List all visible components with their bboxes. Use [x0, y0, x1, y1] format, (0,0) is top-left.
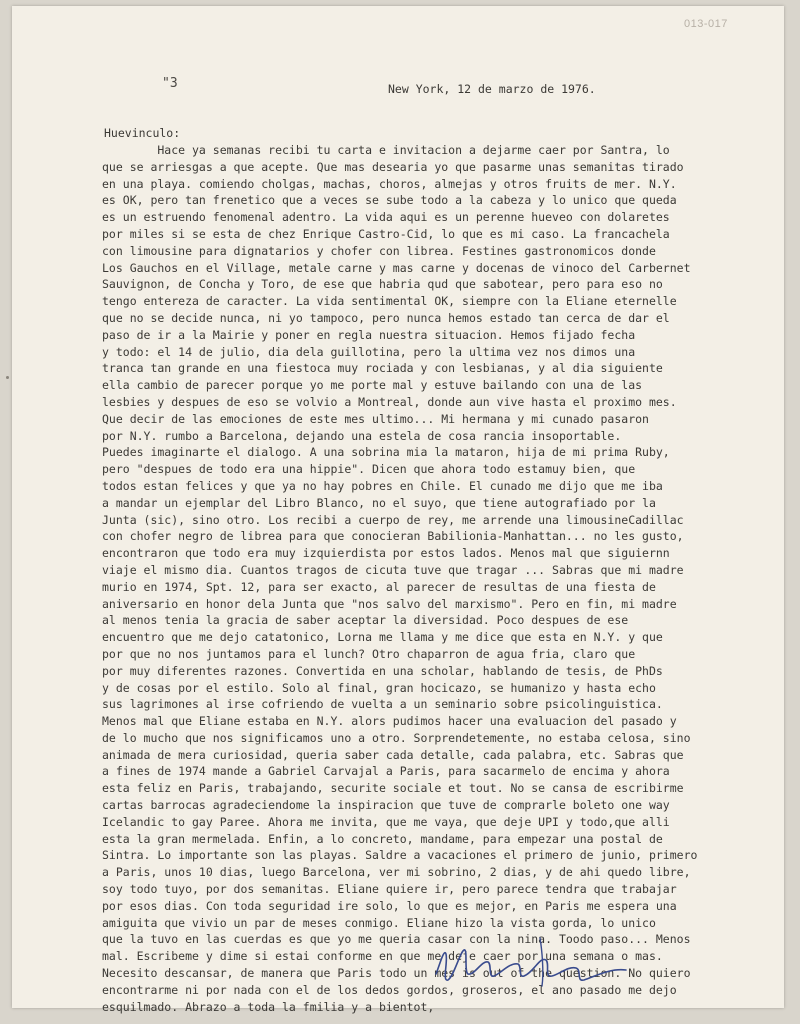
letter-line: encontrarme ni por nada con el de los dedos gordos, groseros, el ano pasado me dejo: [102, 982, 677, 997]
letter-page: [12, 6, 784, 1014]
letter-line: que se arriesgas a que acepte. Que mas desearia yo que pasarme unas semanitas tirado: [102, 159, 684, 174]
letter-line: es OK, pero tan frenetico que a veces se sube todo a la cabeza y lo unico que queda: [102, 193, 677, 208]
letter-line: animada de mera curiosidad, queria saber cada detalle, cada palabra, etc. Sabras que: [102, 747, 684, 762]
letter-line: y de cosas por el estilo. Solo al final, gran hocicazo, se humanizo y hasta echo: [102, 680, 656, 695]
letter-line: tengo entereza de caracter. La vida sentimental OK, siempre con la Eliane eternelle: [102, 294, 677, 309]
letter-line: esquilmado. Abrazo a toda la fmilia y a bientot,: [102, 999, 435, 1014]
letter-line: cartas barrocas agradeciendome la inspiracion que tuve de comprarle boleto one way: [102, 798, 670, 813]
letter-line: Los Gauchos en el Village, metale carne y mas carne y docenas de vinoco del Carbernet: [102, 260, 691, 275]
letter-line: con chofer negro de librea para que conocieran Babilionia-Manhattan... no les gusto,: [102, 529, 684, 544]
letter-line: en una playa. comiendo cholgas, machas, choros, almejas y otros fruits de mer. N.Y.: [102, 176, 677, 191]
letter-line: y todo: el 14 de julio, dia dela guillotina, pero la ultima vez nos dimos una: [102, 344, 636, 359]
letter-line: esta la gran mermelada. Enfin, a lo concreto, mandame, para empezar una postal de: [102, 831, 663, 846]
letter-line: con limousine para dignatarios y chofer con librea. Festines gastronomicos donde: [102, 243, 656, 258]
letter-line: Hace ya semanas recibi tu carta e invitacion a dejarme caer por Santra, lo: [102, 143, 670, 157]
letter-line: Junta (sic), sino otro. Los recibi a cuerpo de rey, me arrende una limousineCadillac: [102, 512, 684, 527]
letter-line: murio en 1974, Spt. 12, para ser exacto, al parecer de resultas de una fiesta de: [102, 579, 656, 594]
letter-line: por miles si se esta de chez Enrique Castro-Cid, lo que es mi caso. La francachela: [102, 226, 670, 241]
letter-line: de lo mucho que nos significamos uno a otro. Sorprendetemente, no estaba celosa, sino: [102, 730, 691, 745]
letter-line: que la tuvo en las cuerdas es que yo me queria casar con la nina. Toodo paso... Menos: [102, 932, 691, 947]
letter-line: soy todo tuyo, por dos semanitas. Eliane quiere ir, pero parece tendra que trabajar: [102, 882, 677, 897]
letter-line: lesbies y despues de eso se volvio a Montreal, donde aun vive hasta el proximo mes.: [102, 394, 677, 409]
letter-line: a mandar un ejemplar del Libro Blanco, no el suyo, que tiene autografiado por la: [102, 495, 656, 510]
letter-line: aniversario en honor dela Junta que "nos salvo del marxismo". Pero en fin, mi madre: [102, 596, 677, 611]
letter-line: es un estruendo fenomenal adentro. La vida aqui es un perenne hueveo con dolaretes: [102, 210, 670, 225]
letter-line: Menos mal que Eliane estaba en N.Y. alors pudimos hacer una evaluacion del pasado y: [102, 714, 677, 729]
letter-line: Sauvignon, de Concha y Toro, de ese que habria qud que sabotear, pero para eso no: [102, 277, 663, 292]
letter-line: que no se decide nunca, ni yo tampoco, pero nunca hemos estado tan cerca de dar el: [102, 310, 670, 325]
letter-line: pero "despues de todo era una hippie". Dicen que ahora todo estamuy bien, que: [102, 462, 636, 477]
letter-line: al menos tenia la gracia de saber aceptar la diversidad. Poco despues de ese: [102, 613, 629, 628]
page-edge-mark: [6, 376, 9, 379]
letter-line: Sintra. Lo importante son las playas. Saldre a vacaciones el primero de junio, primero: [102, 848, 698, 863]
letter-line: viaje el mismo dia. Cuantos tragos de cicuta tuve que tragar ... Sabras que mi madre: [102, 562, 684, 577]
date-line: New York, 12 de marzo de 1976.: [388, 82, 596, 96]
letter-line: por esos dias. Con toda seguridad ire solo, lo que es mejor, en Paris me espera una: [102, 898, 677, 913]
corner-mark: "3: [162, 76, 178, 91]
letter-line: a fines de 1974 mande a Gabriel Carvajal a Paris, para sacarmelo de encima y ahora: [102, 764, 670, 779]
letter-line: Necesito descansar, de manera que Paris todo un mes is out of the question. No quiero: [102, 966, 691, 981]
salutation: Huevinculo:: [104, 126, 181, 140]
letter-line: Icelandic to gay Paree. Ahora me invita, que me vaya, que deje UPI y todo,que alli: [102, 814, 670, 829]
letter-line: Que decir de las emociones de este mes ultimo... Mi hermana y mi cunado pasaron: [102, 411, 649, 426]
archive-reference-number: 013-017: [684, 18, 728, 30]
letter-line: paso de ir a la Mairie y poner en regla nuestra situacion. Hemos fijado fecha: [102, 327, 636, 342]
letter-line: todos estan felices y que ya no hay pobres en Chile. El cunado me dijo que me iba: [102, 478, 663, 493]
letter-line: encontraron que todo era muy izquierdista por estos lados. Menos mal que siguiernn: [102, 546, 670, 561]
letter-line: Puedes imaginarte el dialogo. A una sobrina mia la mataron, hija de mi prima Ruby,: [102, 445, 670, 460]
letter-line: por muy diferentes razones. Convertida en una scholar, hablando de tesis, de PhDs: [102, 663, 663, 678]
letter-line: esta feliz en Paris, trabajando, securite sociale et tout. No se cansa de escribirme: [102, 781, 684, 796]
letter-line: ella cambio de parecer porque yo me porte mal y estuve bailando con una de las: [102, 378, 643, 393]
letter-line: a Paris, unos 10 dias, luego Barcelona, ver mi sobrino, 2 dias, y de ahi quedo libre,: [102, 865, 691, 880]
letter-line: amiguita que vivio un par de meses conmigo. Eliane hizo la vista gorda, lo unico: [102, 915, 656, 930]
letter-line: por que no nos juntamos para el lunch? Otro chaparron de agua fria, claro que: [102, 646, 636, 661]
letter-line: sus lagrimones al irse cofriendo de vuelta a un seminario sobre psicolinguistica.: [102, 697, 663, 712]
letter-body: [102, 142, 782, 1015]
handwritten-signature: [430, 926, 660, 996]
letter-line: encuentro que me dejo catatonico, Lorna me llama y me dice que esta en N.Y. y que: [102, 630, 663, 645]
letter-line: mal. Escribeme y dime si estai conforme en que me deje caer por una semana o mas.: [102, 949, 663, 964]
letter-line: tranca tan grande en una fiestoca muy rociada y con lesbianas, y al dia siguiente: [102, 361, 663, 376]
letter-line: por N.Y. rumbo a Barcelona, dejando una estela de cosa rancia insoportable.: [102, 428, 622, 443]
